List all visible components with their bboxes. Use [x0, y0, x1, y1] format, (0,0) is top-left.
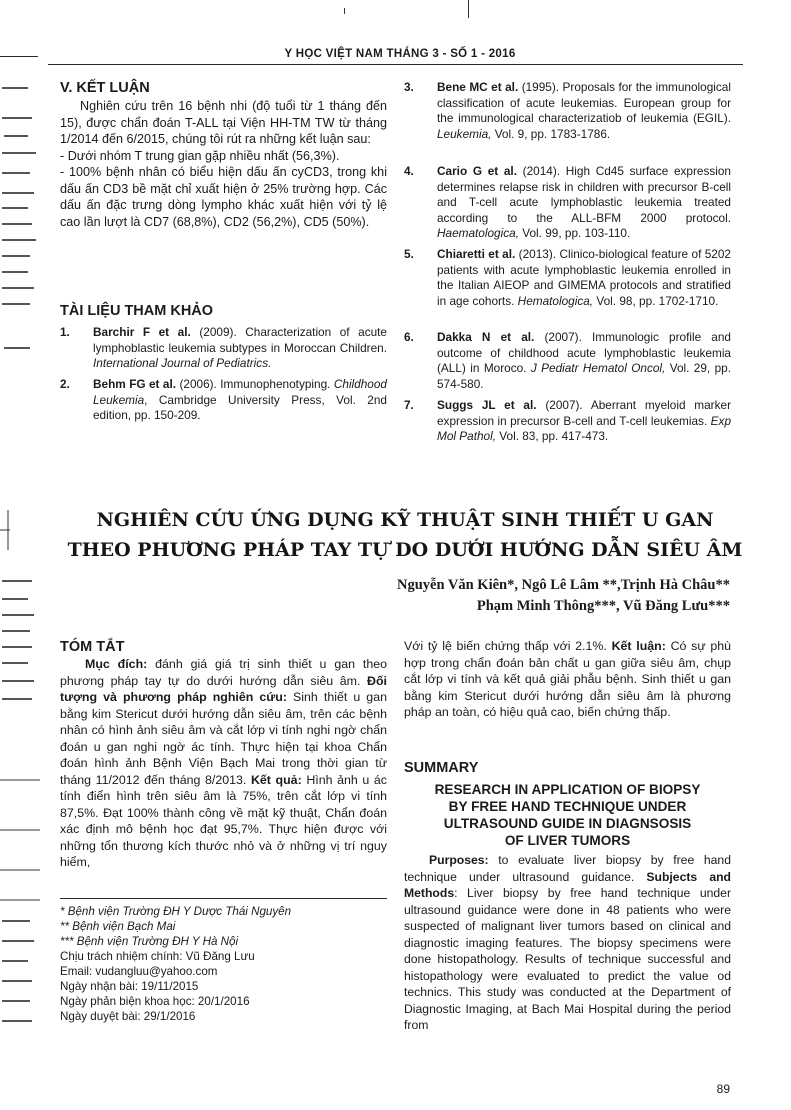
summary-en-title [404, 781, 731, 849]
reference-text: (2013). Clinico-biological feature of 5202 patients with acute lymphoblastic leukemia enrolled in the Italian AIEOP and GIMEMA protocols and stratified in age cohorts. [437, 247, 731, 308]
reference-authors: Dakka N et al. [437, 330, 535, 344]
reference-tail: Vol. 98, pp. 1702-1710. [593, 293, 719, 308]
article-authors-line-1: Nguyễn Văn Kiên*, Ngô Lê Lâm **,Trịnh Hà Châu** [396, 577, 730, 593]
margin-fragment-top [0, 46, 40, 416]
reference-number: 4. [404, 164, 414, 178]
conclusion-bullet-1: - Dưới nhóm T trung gian gặp nhiều nhất (56,3%). [60, 148, 340, 163]
crop-mark-top [468, 0, 469, 18]
reference-journal: Childhood Leukemia [93, 377, 387, 407]
reference-journal: Hematologica, [517, 293, 594, 308]
summary-en-body [404, 852, 731, 1034]
reference-7 [404, 398, 731, 445]
reference-text: (2007). Aberrant myeloid marker expression in precursor B-cell and T-cell leukemias. [437, 398, 731, 428]
reference-authors: Behm FG et al. [93, 377, 177, 391]
article-title-line-2: THEO PHƯƠNG PHÁP TAY TỰ DO DƯỚI HƯỚNG DẪN SIÊU ÂM [67, 539, 743, 561]
complication-text: Với tỷ lệ biến chứng thấp với 2.1%. [404, 639, 612, 653]
summary-vi-conclusion [404, 638, 731, 721]
reference-authors: Chiaretti et al. [437, 247, 516, 261]
article-title-line-1: NGHIÊN CỨU ỨNG DỤNG KỸ THUẬT SINH THIẾT U GAN [96, 509, 714, 531]
reference-tail: , Cambridge University Press, Vol. 2nd edition, pp. 150-209. [93, 392, 387, 423]
affiliation-2: ** Bệnh viện Bạch Mai [60, 920, 176, 933]
methods-label: Đối tượng và phương pháp nghiên cứu: [60, 673, 387, 704]
footnotes [60, 904, 390, 1024]
reference-authors: Bene MC et al. [437, 80, 519, 94]
reference-journal: International Journal of Pediatrics. [93, 356, 272, 371]
conclusion-label: Kết luận: [611, 639, 666, 653]
summary-en-title-line-4: OF LIVER TUMORS [504, 833, 631, 848]
references-heading: TÀI LIỆU THAM KHẢO [60, 303, 214, 319]
summary-en-heading: SUMMARY [404, 760, 479, 776]
author-email: Email: vudangluu@yahoo.com [60, 965, 218, 978]
summary-en-title-line-3: ULTRASOUND GUIDE IN DIAGNSOSIS [443, 816, 692, 831]
reference-text: (1995). Proposals for the immunological classification of acute leukemias. European group for the immunological characterizatiob of leukemia (EGIL). [437, 80, 731, 126]
purposes-label: Purposes: [429, 853, 489, 867]
running-header: Y HỌC VIỆT NAM THÁNG 3 - SỐ 1 - 2016 [284, 48, 516, 60]
conclusion-paragraph: Nghiên cứu trên 16 bệnh nhi (độ tuổi từ 1 tháng đến 15), được chẩn đoán T-ALL tại Viện HH-TM TW từ tháng 1/2014 đến 6/2015, chúng tôi rút ra những kết luận sau: [60, 99, 387, 146]
summary-vi-body [60, 656, 387, 871]
reference-journal: J Pediatr Hematol Oncol, [530, 361, 666, 376]
summary-vi-heading: TÓM TẮT [60, 639, 125, 655]
summary-en-title-line-1: RESEARCH IN APPLICATION OF BIOPSY [434, 782, 701, 797]
article-authors-line-2: Phạm Minh Thông***, Vũ Đăng Lưu*** [476, 598, 730, 614]
reference-text: (2014). High Cd45 surface expression determines relapse risk in children with precursor B-cell and T-cell acute lymphoblastic leukemia treated according to the ALL-BFM 2000 protocol. [437, 164, 731, 225]
affiliation-3: *** Bệnh viện Trường ĐH Y Hà Nội [60, 935, 239, 948]
responsible-author: Chịu trách nhiệm chính: Vũ Đăng Lưu [60, 950, 255, 963]
subjects-methods-text: : Liver biopsy by free hand technique under ultrasound guidance were done in 48 patients who were suspected of malignant liver tumors based on clinical and diagnostic imaging features. The biopsy specimens were done histopathology. Results of technique successful and histopathology were evaluated to predict the value od technics. This study was conducted at the Department of Diagnostic Imaging, at Bach Mai Hospital during the period from [404, 886, 731, 1032]
summary-en-paragraph [404, 852, 731, 1034]
reference-journal: Exp Mol Pathol, [437, 413, 731, 444]
purposes-text: to evaluate liver biopsy by free hand technique under ultrasound guidance. [404, 853, 731, 884]
reference-journal: Leukemia, [437, 126, 492, 141]
reference-text: (2006). Immunophenotyping. [176, 377, 334, 391]
conclusion-text: Có sự phù hợp trong chẩn đoán bản chất u gan giữa siêu âm, chụp cắt lớp vi tính và kết quả giải phẫu bệnh. Sinh thiết u gan bằng kim Stericut dưới hướng dẫn siêu âm là phương pháp an toàn, có hiệu quả cao, biến chứng thấp. [404, 639, 731, 719]
reference-4 [404, 164, 731, 242]
conclusion-heading: V. KẾT LUẬN [60, 80, 150, 96]
conclusion-bullet-2: - 100% bệnh nhân có biểu hiện dấu ấn cyCD3, trong khi dấu ấn CD3 bề mặt chỉ xuất hiện ở 25% trường hợp. Các dấu ấn đặc trưng dòng lympho khác xuất hiện với tỷ lệ cao lần lượt là CD7 (68,8%), CD2 (56,2%), CD5 (50%). [60, 165, 387, 229]
reference-journal: Haematologica, [437, 226, 519, 241]
date-accepted: Ngày duyệt bài: 29/1/2016 [60, 1010, 196, 1023]
summary-en-title-line-2: BY FREE HAND TECHNIQUE UNDER [448, 799, 687, 814]
reference-3 [404, 80, 731, 142]
margin-fragment-lines [0, 500, 40, 1060]
reference-tail: Vol. 83, pp. 417-473. [496, 429, 609, 444]
conclusion-body [60, 98, 387, 230]
reference-text: (2007). Immunologic profile and outcome of childhood acute lymphoblastic leukemia (ALL) in Moroco. [437, 330, 731, 376]
reference-number: 1. [60, 325, 70, 339]
reference-6 [404, 330, 731, 392]
results-label: Kết quả: [250, 772, 302, 787]
reference-number: 6. [404, 330, 414, 344]
margin-scribbles [0, 57, 40, 417]
reference-number: 5. [404, 247, 414, 261]
purpose-label: Mục đích: [85, 657, 148, 671]
reference-tail: Vol. 99, pp. 103-110. [518, 226, 631, 241]
crop-mark-top-small [344, 8, 345, 14]
summary-vi-continuation [404, 638, 731, 721]
reference-2 [60, 377, 387, 424]
margin-fragment-bottom [0, 500, 40, 1060]
reference-5 [404, 247, 731, 309]
purpose-text: đánh giá giá trị sinh thiết u gan theo phương pháp tay tự do dưới hướng dẫn siêu âm. [60, 657, 387, 688]
results-text: Hình ảnh u ác tính điển hình trên siêu âm là 75%, trên cắt lớp vi tính 87,5%. Đạt 100% thành công về mặt kỹ thuật, Chẩn đoán xác định mô bệnh học đạt 95,7%. Thực hiện được với những tổn thương kích thước nhỏ và ở những vị trí nguy hiểm, [60, 772, 387, 869]
page-number: 89 [716, 1082, 730, 1096]
reference-tail: Vol. 29, pp. 574-580. [437, 361, 732, 391]
subjects-methods-label: Subjects and Methods [404, 869, 732, 900]
date-reviewed: Ngày phản biện khoa học: 20/1/2016 [60, 995, 250, 1008]
header-rule [48, 64, 743, 65]
reference-authors: Barchir F et al. [93, 325, 191, 339]
reference-1 [60, 325, 387, 372]
reference-authors: Cario G et al. [437, 164, 517, 178]
affiliation-1: * Bệnh viện Trường ĐH Y Dược Thái Nguyên [60, 905, 292, 918]
date-received: Ngày nhận bài: 19/11/2015 [60, 980, 199, 993]
methods-text: Sinh thiết u gan bằng kim Stericut dưới hướng dẫn siêu âm, trên các bệnh nhân có hình ảnh siêu âm và cắt lớp vi tính nghi ngờ chẩn đoán u gan nghi ngờ ác tính. Thực hiện tại khoa Chẩn đoán hình ảnh Bệnh Viện Bạch Mai trong thời gian từ tháng 11/2012 đến tháng 8/2013. [60, 690, 387, 787]
reference-text: (2009). Characterization of acute lymphoblastic leukemia subtypes in Moroccan Children. [93, 325, 387, 355]
reference-authors: Suggs JL et al. [437, 398, 537, 412]
summary-vi-paragraph [60, 656, 387, 871]
footnote-rule [60, 898, 387, 899]
reference-tail: Vol. 9, pp. 1783-1786. [491, 126, 611, 141]
reference-number: 2. [60, 377, 70, 391]
reference-number: 7. [404, 398, 414, 412]
reference-number: 3. [404, 80, 414, 94]
